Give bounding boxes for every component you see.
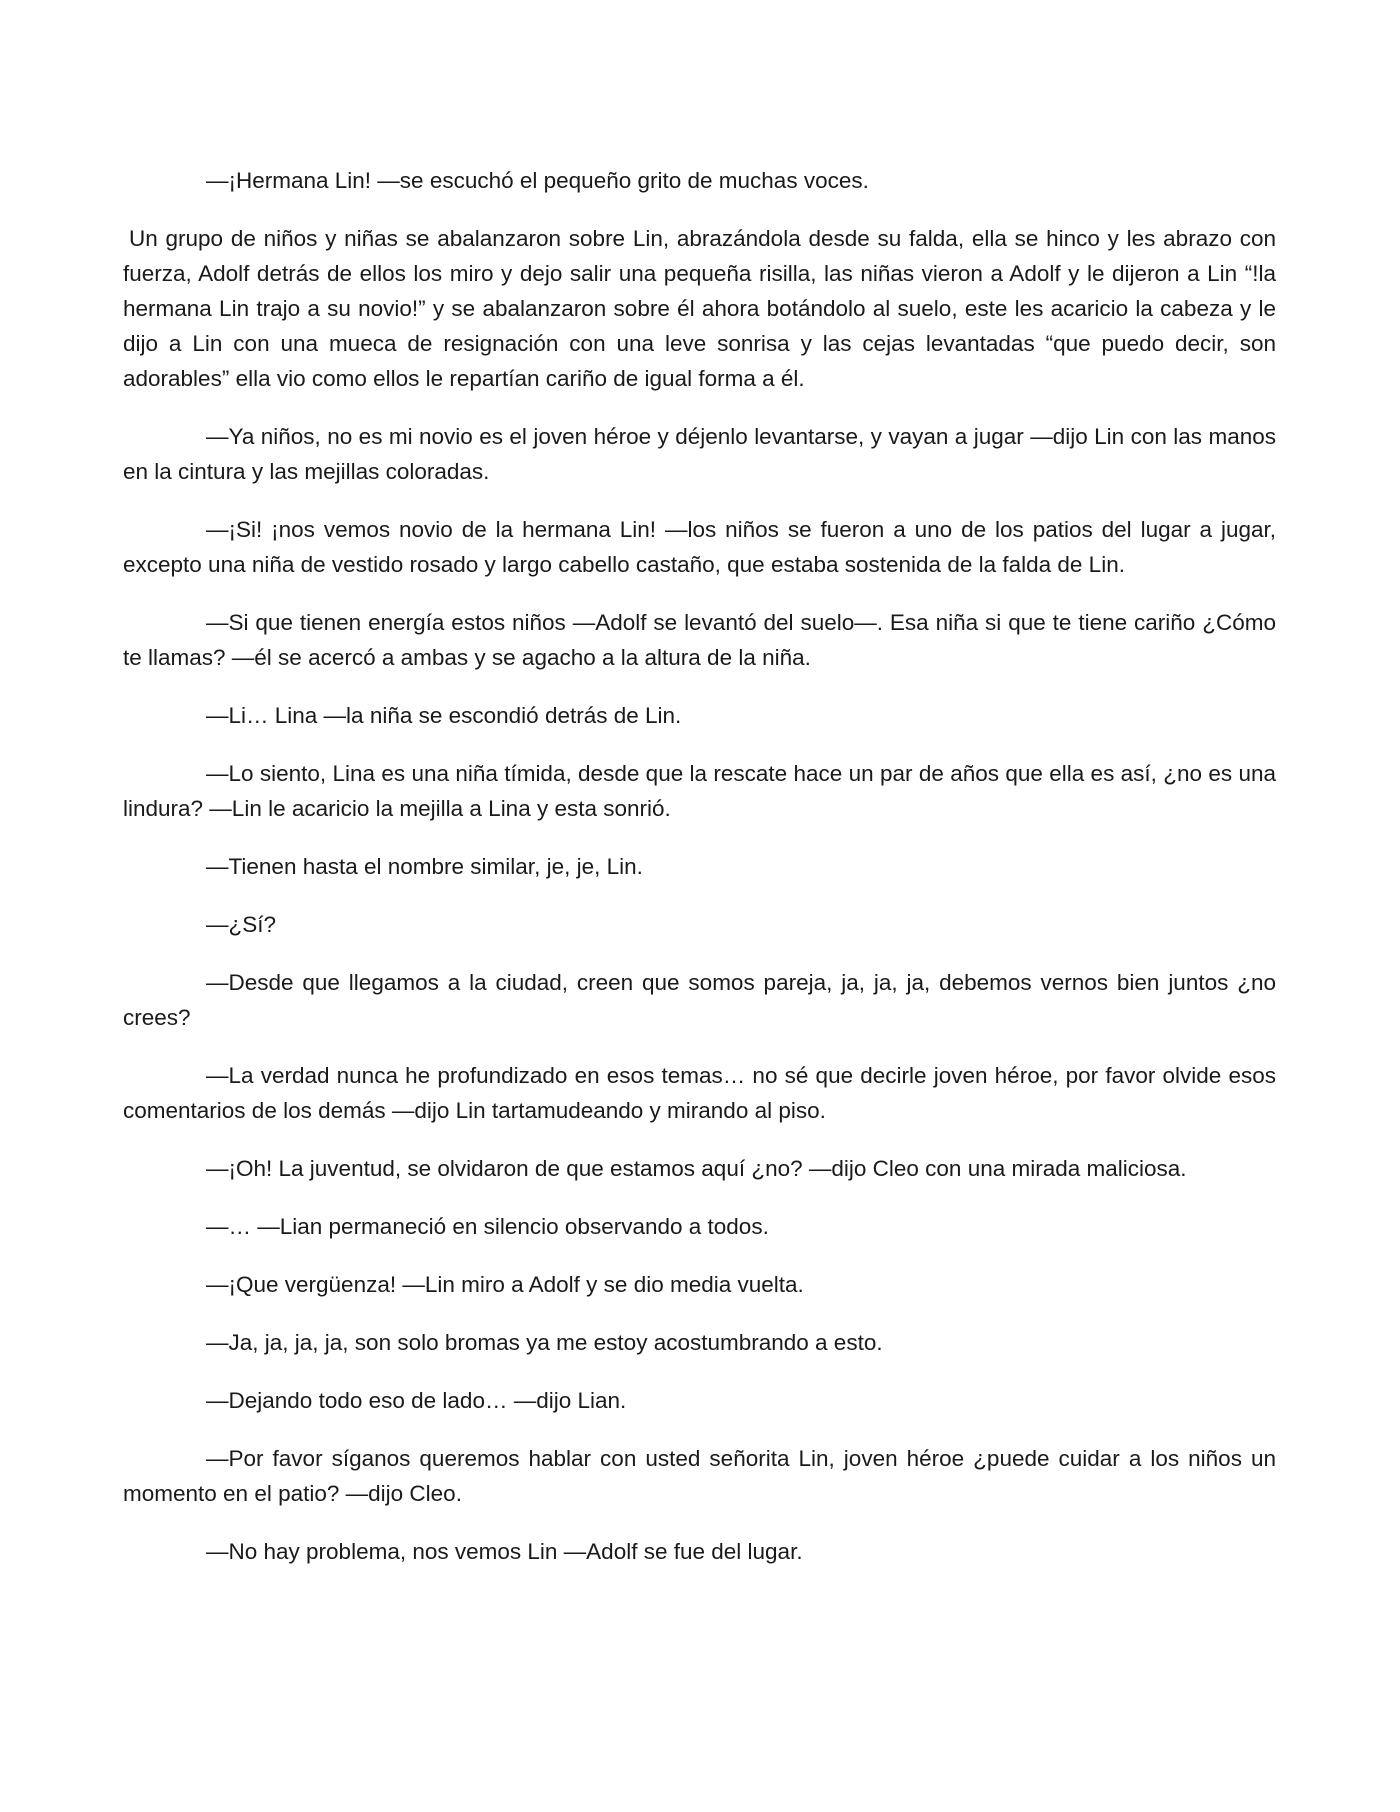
paragraph: —Ja, ja, ja, ja, son solo bromas ya me estoy acostumbrando a esto. xyxy=(206,1330,883,1355)
paragraph: —Dejando todo eso de lado… —dijo Lian. xyxy=(206,1388,627,1413)
paragraph: —Desde que llegamos a la ciudad, creen que somos pareja, ja, ja, ja, debemos vernos bien juntos ¿no crees? xyxy=(123,970,1276,1030)
paragraph: —¡Que vergüenza! —Lin miro a Adolf y se dio media vuelta. xyxy=(206,1272,804,1297)
paragraph: —Si que tienen energía estos niños —Adolf se levantó del suelo—. Esa niña si que te tiene cariño ¿Cómo te llamas? —él se acercó a ambas y se agacho a la altura de la niña. xyxy=(123,610,1276,670)
paragraph: —Ya niños, no es mi novio es el joven héroe y déjenlo levantarse, y vayan a jugar —dijo Lin con las manos en la cintura y las mejillas coloradas. xyxy=(123,424,1276,484)
paragraph: —Tienen hasta el nombre similar, je, je, Lin. xyxy=(206,854,643,879)
paragraph: —Li… Lina —la niña se escondió detrás de Lin. xyxy=(206,703,682,728)
paragraph: —¿Sí? xyxy=(206,912,277,937)
paragraph: —Lo siento, Lina es una niña tímida, desde que la rescate hace un par de años que ella es así, ¿no es una lindura? —Lin le acaricio la mejilla a Lina y esta sonrió. xyxy=(123,761,1276,821)
paragraph: —Por favor síganos queremos hablar con usted señorita Lin, joven héroe ¿puede cuidar a los niños un momento en el patio? —dijo Cleo. xyxy=(123,1446,1276,1506)
paragraph: —… —Lian permaneció en silencio observando a todos. xyxy=(206,1214,769,1239)
paragraph: —¡Si! ¡nos vemos novio de la hermana Lin! —los niños se fueron a uno de los patios del lugar a jugar, excepto una niña de vestido rosado y largo cabello castaño, que estaba sostenida de la falda de Lin. xyxy=(123,517,1276,577)
document-page xyxy=(123,163,1276,1592)
paragraph: —La verdad nunca he profundizado en esos temas… no sé que decirle joven héroe, por favor olvide esos comentarios de los demás —dijo Lin tartamudeando y mirando al piso. xyxy=(123,1063,1276,1123)
paragraph: —¡Oh! La juventud, se olvidaron de que estamos aquí ¿no? —dijo Cleo con una mirada maliciosa. xyxy=(206,1156,1187,1181)
paragraph: Un grupo de niños y niñas se abalanzaron sobre Lin, abrazándola desde su falda, ella se hinco y les abrazo con fuerza, Adolf detrás de ellos los miro y dejo salir una pequeña risilla, las niñas vieron a Adolf y le dijeron a Lin “!la hermana Lin trajo a su novio!” y se abalanzaron sobre él ahora botándolo al suelo, este les acaricio la cabeza y le dijo a Lin con una mueca de resignación con una leve sonrisa y las cejas levantadas “que puedo decir, son adorables” ella vio como ellos le repartían cariño de igual forma a él. xyxy=(123,226,1276,391)
paragraph: —No hay problema, nos vemos Lin —Adolf se fue del lugar. xyxy=(206,1539,803,1564)
paragraph: —¡Hermana Lin! —se escuchó el pequeño grito de muchas voces. xyxy=(206,168,869,193)
